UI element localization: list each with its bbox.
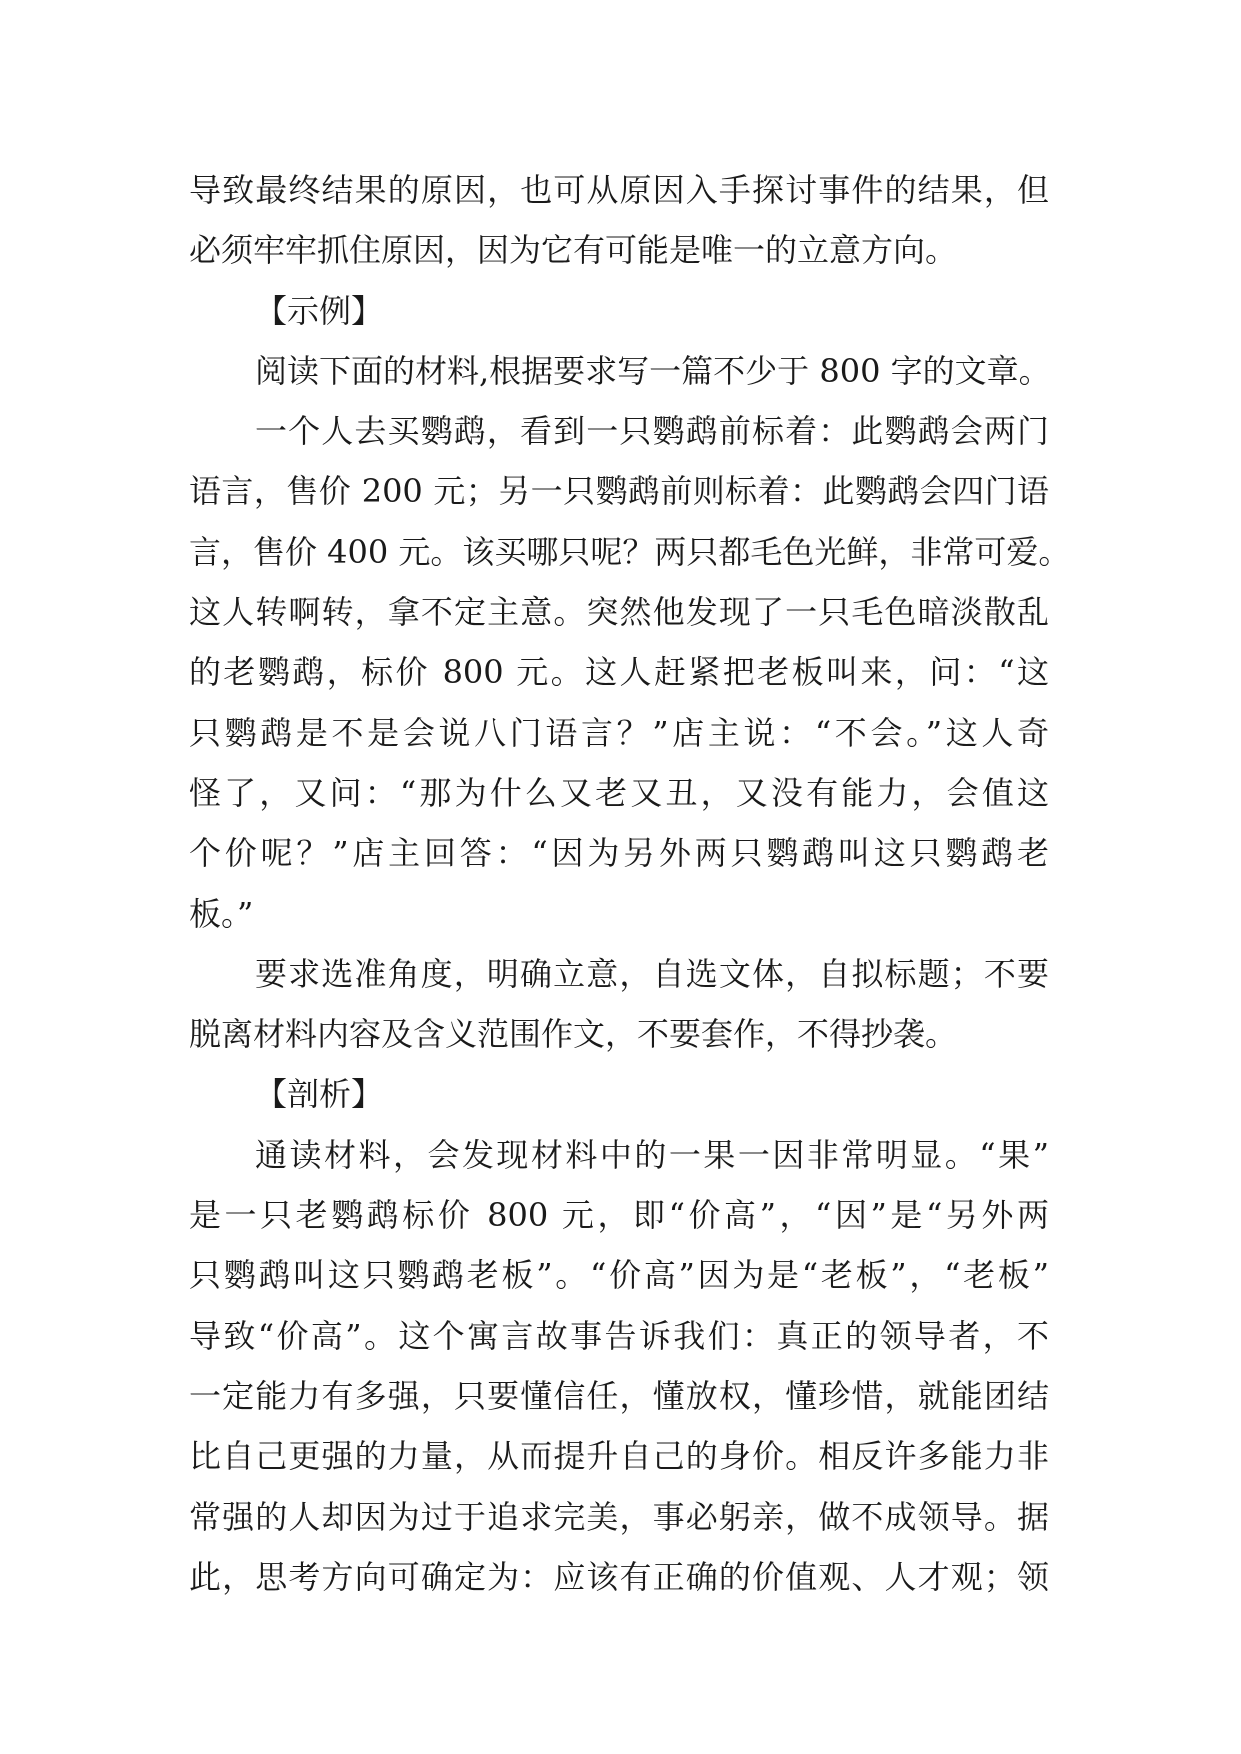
document-body: [189, 160, 1071, 1607]
paragraph-line: 脱离材料内容及含义范围作文，不要套作，不得抄袭。: [189, 1015, 958, 1054]
paragraph-line: 只鹦鹉叫这只鹦鹉老板”。“价高”因为是“老板”，“老板”: [189, 1256, 1049, 1295]
section-heading-example: 【示例】: [255, 291, 384, 330]
paragraph-line: 导致“价高”。这个寓言故事告诉我们：真正的领导者，不: [189, 1316, 1049, 1355]
section-heading-analysis: 【剖析】: [255, 1075, 384, 1114]
paragraph-line: 语言，售价 200 元；另一只鹦鹉前则标着：此鹦鹉会四门语: [189, 472, 1049, 511]
paragraph-line: 怪了，又问：“那为什么又老又丑，又没有能力，会值这: [189, 773, 1049, 812]
paragraph-line: 此，思考方向可确定为：应该有正确的价值观、人才观；领: [189, 1557, 1049, 1596]
paragraph-line: 个价呢？”店主回答：“因为另外两只鹦鹉叫这只鹦鹉老: [189, 834, 1049, 873]
paragraph-line: 阅读下面的材料,根据要求写一篇不少于 800 字的文章。: [255, 351, 1051, 390]
paragraph-line: 一定能力有多强，只要懂信任，懂放权，懂珍惜，就能团结: [189, 1376, 1049, 1415]
paragraph-line: 比自己更强的力量，从而提升自己的身价。相反许多能力非: [189, 1437, 1049, 1476]
paragraph-line: 只鹦鹉是不是会说八门语言？”店主说：“不会。”这人奇: [189, 713, 1049, 752]
paragraph-line: 是一只老鹦鹉标价 800 元，即“价高”，“因”是“另外两: [189, 1196, 1049, 1235]
paragraph-line: 通读材料，会发现材料中的一果一因非常明显。“果”: [255, 1135, 1049, 1174]
paragraph-line: 常强的人却因为过于追求完美，事必躬亲，做不成领导。据: [189, 1497, 1049, 1536]
paragraph-line: 板。”: [189, 894, 254, 933]
paragraph-line: 必须牢牢抓住原因，因为它有可能是唯一的立意方向。: [189, 231, 958, 270]
paragraph-line: 这人转啊转，拿不定主意。突然他发现了一只毛色暗淡散乱: [189, 593, 1049, 632]
paragraph-line: 导致最终结果的原因，也可从原因入手探讨事件的结果，但: [189, 171, 1049, 209]
paragraph-line: 的老鹦鹉，标价 800 元。这人赶紧把老板叫来，问：“这: [189, 653, 1049, 692]
paragraph-line: 要求选准角度，明确立意，自选文体，自拟标题；不要: [255, 954, 1049, 993]
paragraph-line: 言，售价 400 元。该买哪只呢？两只都毛色光鲜，非常可爱。: [189, 532, 1071, 571]
paragraph-line: 一个人去买鹦鹉，看到一只鹦鹉前标着：此鹦鹉会两门: [255, 412, 1049, 451]
